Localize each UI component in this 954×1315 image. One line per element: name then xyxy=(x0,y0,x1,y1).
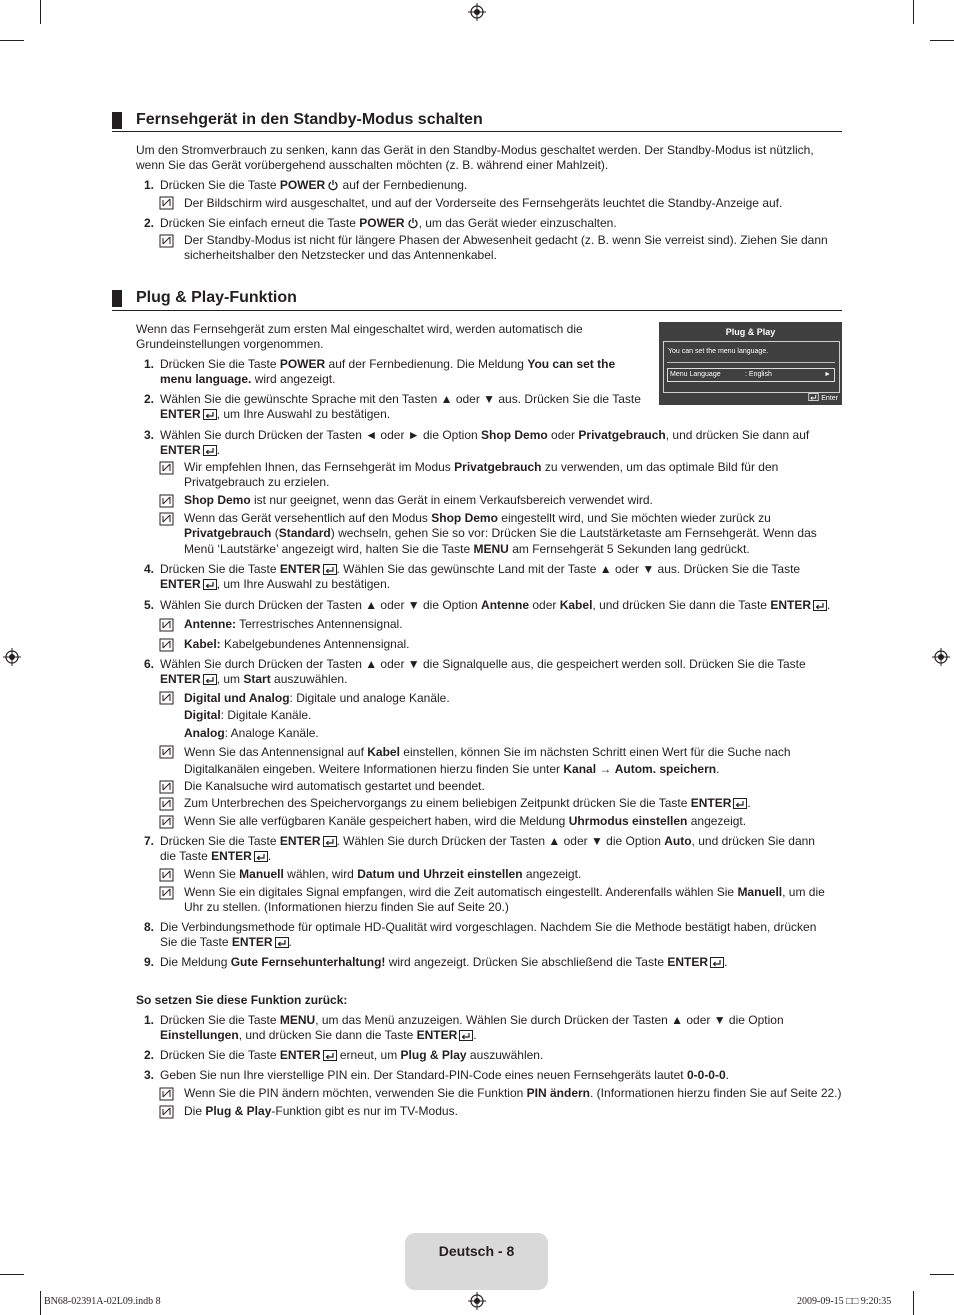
step-number: 4. xyxy=(143,562,154,576)
step-text: Wählen Sie durch Drücken der Tasten ▲ oder ▼ die Option Antenne oder Kabel, und drücken Sie dann die Taste ENTER . xyxy=(160,598,831,612)
section-title: Fernsehgerät in den Standby-Modus schalten xyxy=(136,111,483,128)
heading-rule xyxy=(112,310,842,311)
note-icon xyxy=(159,886,174,900)
note-text: Shop Demo ist nur geeignet, wenn das Gerät in einem Verkaufsbereich verwendet wird. xyxy=(184,493,653,507)
note-icon xyxy=(159,797,174,811)
note-text: Wenn Sie Manuell wählen, wird Datum und Uhrzeit einstellen angezeigt. xyxy=(184,867,582,881)
arrow-right-icon: ► xyxy=(824,371,831,378)
step-text: Die Verbindungsmethode für optimale HD-Qualität wird vorgeschlagen. Nachdem Sie die Methode bestätigt haben, drücken Sie die Taste ENTER . xyxy=(160,920,817,950)
note-text: Der Standby-Modus ist nicht für längere Phasen der Abwesenheit gedacht (z. B. wenn Sie verreist sind). Ziehen Sie dann sicherheitshalber den Netzstecker und das Antennenkabel. xyxy=(184,233,828,263)
note-text: Die Plug & Play-Funktion gibt es nur im TV-Modus. xyxy=(184,1104,458,1118)
crop-mark xyxy=(40,0,41,24)
step-number: 1. xyxy=(143,1013,154,1027)
enter-icon xyxy=(808,393,819,401)
paragraph-intro: Um den Stromverbrauch zu senken, kann das Gerät in den Standby-Modus geschaltet werden. Der Standby-Modus ist nützlich, wenn Sie das Gerät vorübergehend ausschalten möchten (z. B. während einer Mahlzeit). xyxy=(136,143,814,173)
registration-mark-icon xyxy=(468,1292,486,1310)
step-text: Drücken Sie die Taste POWER auf der Fernbedienung. xyxy=(160,178,468,192)
note-text: Zum Unterbrechen des Speichervorgangs zu einem beliebigen Zeitpunkt drücken Sie die Taste ENTER . xyxy=(184,796,751,810)
step-number: 7. xyxy=(143,834,154,848)
enter-icon xyxy=(733,798,747,809)
enter-icon xyxy=(323,564,337,575)
note-text: Wenn Sie die PIN ändern möchten, verwenden Sie die Funktion PIN ändern. (Informationen hierzu finden Sie auf Seite 22.) xyxy=(184,1086,842,1100)
step-text: Drücken Sie die Taste POWER auf der Fernbedienung. Die Meldung You can set the menu language. wird angezeigt. xyxy=(160,357,616,387)
note-text: Wir empfehlen Ihnen, das Fernsehgerät im Modus Privatgebrauch zu verwenden, um das optimale Bild für den Privatgebrauch zu erzielen. xyxy=(184,460,779,490)
note-text: Antenne: Terrestrisches Antennensignal. xyxy=(184,617,403,631)
note-icon xyxy=(159,638,174,652)
print-slug-left: BN68-02391A-02L09.indb 8 xyxy=(44,1296,161,1307)
step-text: Wählen Sie durch Drücken der Tasten ◄ oder ► die Option Shop Demo oder Privatgebrauch, und drücken Sie dann auf ENTER . xyxy=(160,428,810,458)
step-number: 9. xyxy=(143,955,154,969)
note-text: Wenn das Gerät versehentlich auf den Modus Shop Demo eingestellt wird, und Sie möchten wieder zurück zu Privatgebrauch (Standard) wechseln, gehen Sie so vor: Drücken Sie die Lautstärketaste am Fernsehgerät. Wenn das Menü ‘Lautstärke’ angezeigt wird, halten Sie die Taste MENU am Fernsehgerät 5 Sekunden lang gedrückt. xyxy=(184,511,817,556)
note-icon xyxy=(159,1087,174,1101)
step-text: Drücken Sie die Taste ENTER . Wählen Sie durch Drücken der Tasten ▲ oder ▼ die Option Auto, und drücken Sie dann die Taste ENTER . xyxy=(160,834,815,864)
step-number: 2. xyxy=(143,392,154,406)
registration-mark-icon xyxy=(3,648,21,666)
note-icon xyxy=(159,815,174,829)
step-number: 3. xyxy=(143,1068,154,1082)
heading-bar xyxy=(112,112,122,129)
note-text: Der Bildschirm wird ausgeschaltet, und auf der Vorderseite des Fernsehgeräts leuchtet die Standby-Anzeige auf. xyxy=(184,196,783,210)
step-number: 2. xyxy=(143,1048,154,1062)
registration-mark-icon xyxy=(468,3,486,21)
note-text: Wenn Sie ein digitales Signal empfangen, wird die Zeit automatisch eingestellt. Anderenfalls wählen Sie Manuell, um die Uhr zu stellen. (Informationen hierzu finden Sie auf Seite 20.) xyxy=(184,885,825,915)
note-icon xyxy=(159,780,174,794)
enter-icon xyxy=(203,445,217,456)
osd-panel xyxy=(663,341,840,393)
enter-icon xyxy=(813,600,827,611)
page-number-tab xyxy=(405,1233,548,1290)
enter-icon xyxy=(459,1030,473,1041)
crop-mark xyxy=(930,40,954,41)
power-icon xyxy=(327,179,339,191)
step-number: 8. xyxy=(143,920,154,934)
note-text: Die Kanalsuche wird automatisch gestartet und beendet. xyxy=(184,779,485,793)
enter-icon xyxy=(203,674,217,685)
crop-mark xyxy=(0,1274,24,1275)
step-text: Geben Sie nun Ihre vierstellige PIN ein. Der Standard-PIN-Code eines neuen Fernsehgeräts lautet 0-0-0-0. xyxy=(160,1068,729,1082)
enter-icon xyxy=(254,851,268,862)
note-icon xyxy=(159,494,174,508)
heading-bar xyxy=(112,290,122,307)
enter-icon xyxy=(710,957,724,968)
crop-mark xyxy=(913,1291,914,1315)
osd-row-label: Menu Language xyxy=(670,371,721,378)
step-text: Drücken Sie einfach erneut die Taste POWER , um das Gerät wieder einzuschalten. xyxy=(160,216,617,230)
step-number: 1. xyxy=(143,357,154,371)
note-icon xyxy=(159,234,174,248)
crop-mark xyxy=(930,1274,954,1275)
note-text: Wenn Sie alle verfügbaren Kanäle gespeichert haben, wird die Meldung Uhrmodus einstellen angezeigt. xyxy=(184,814,747,828)
osd-row-value: : English xyxy=(745,371,772,378)
crop-mark xyxy=(0,40,24,41)
step-number: 2. xyxy=(143,216,154,230)
step-text: Wählen Sie die gewünschte Sprache mit den Tasten ▲ oder ▼ aus. Drücken Sie die Taste ENTER , um Ihre Auswahl zu bestätigen. xyxy=(160,392,641,422)
step-number: 6. xyxy=(143,657,154,671)
section-heading-plug-play xyxy=(112,288,842,308)
note-text: Kabel: Kabelgebundenes Antennensignal. xyxy=(184,637,410,651)
step-text: Drücken Sie die Taste ENTER erneut, um Plug & Play auszuwählen. xyxy=(160,1048,544,1062)
step-number: 5. xyxy=(143,598,154,612)
section-heading-standby xyxy=(112,110,842,130)
step-number: 1. xyxy=(143,178,154,192)
note-icon xyxy=(159,461,174,475)
note-icon xyxy=(159,512,174,526)
note-icon xyxy=(159,868,174,882)
enter-icon xyxy=(323,836,337,847)
note-icon xyxy=(159,196,174,210)
step-text: Drücken Sie die Taste ENTER . Wählen Sie das gewünschte Land mit der Taste ▲ oder ▼ aus. Drücken Sie die Taste ENTER , um Ihre Auswahl zu bestätigen. xyxy=(160,562,801,592)
osd-divider xyxy=(667,362,835,363)
note-icon xyxy=(159,691,174,705)
crop-mark xyxy=(40,1291,41,1315)
crop-mark xyxy=(913,0,914,24)
registration-mark-icon xyxy=(932,648,950,666)
print-slug-right: 2009-09-15 □□ 9:20:35 xyxy=(797,1296,892,1307)
note-icon xyxy=(159,1105,174,1119)
enter-icon xyxy=(203,579,217,590)
enter-icon xyxy=(203,409,217,420)
note-icon xyxy=(159,618,174,632)
note-text: Digital und Analog: Digitale und analoge Kanäle. Digital: Digitale Kanäle. Analog: Analoge Kanäle. xyxy=(184,691,450,740)
osd-footer: Enter xyxy=(808,393,838,402)
page-label: Deutsch - 8 xyxy=(438,1243,515,1259)
section-title: Plug & Play-Funktion xyxy=(136,289,297,306)
enter-icon xyxy=(323,1050,337,1061)
step-number: 3. xyxy=(143,428,154,442)
step-text: Wählen Sie durch Drücken der Tasten ▲ oder ▼ die Signalquelle aus, die gespeichert werden soll. Drücken Sie die Taste ENTER , um Start auszuwählen. xyxy=(160,657,806,687)
enter-icon xyxy=(275,937,289,948)
heading-rule xyxy=(112,131,842,132)
step-text: Drücken Sie die Taste MENU, um das Menü anzuzeigen. Wählen Sie durch Drücken der Tasten ▲ oder ▼ die Option Einstellungen, und drücken Sie dann die Taste ENTER . xyxy=(160,1013,784,1043)
subheading-reset: So setzen Sie diese Funktion zurück: xyxy=(136,993,348,1007)
paragraph-intro: Wenn das Fernsehgerät zum ersten Mal eingeschaltet wird, werden automatisch die Grundeinstellungen vorgenommen. xyxy=(136,322,583,352)
step-text: Die Meldung Gute Fernsehunterhaltung! wird angezeigt. Drücken Sie abschließend die Taste ENTER . xyxy=(160,955,728,969)
note-text: Wenn Sie das Antennensignal auf Kabel einstellen, können Sie im nächsten Schritt einen Wert für die Suche nach Digitalkanälen eingeben. Weitere Informationen hierzu finden Sie unter Kanal → Autom. speichern. xyxy=(184,745,791,776)
note-icon xyxy=(159,745,174,759)
osd-message: You can set the menu language. xyxy=(668,348,769,355)
osd-title: Plug & Play xyxy=(725,327,776,337)
osd-menu-language-row xyxy=(667,368,835,382)
osd-plug-play-screen xyxy=(659,322,842,405)
power-icon xyxy=(407,217,419,229)
